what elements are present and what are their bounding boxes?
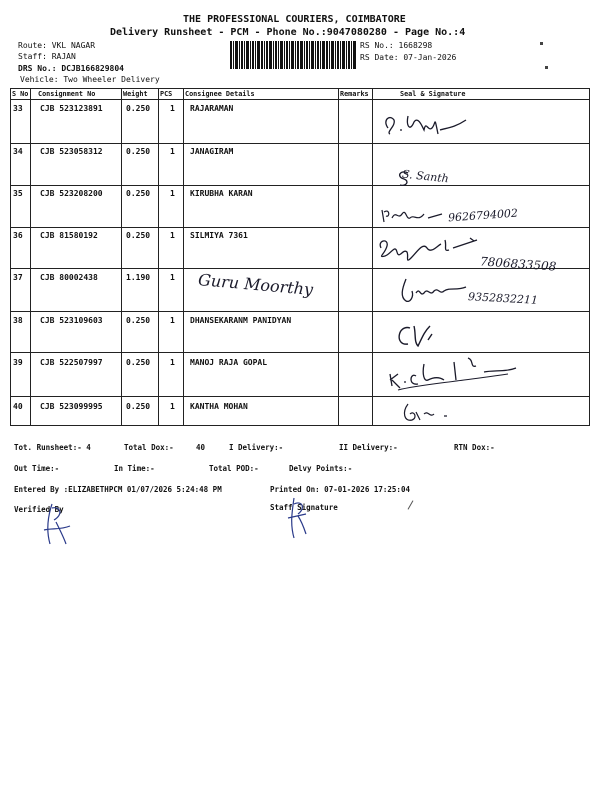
- i-delivery: I Delivery:-: [229, 443, 284, 452]
- runsheet-subtitle: Delivery Runsheet - PCM - Phone No.:9047080280 - Page No.:4: [110, 27, 466, 38]
- row-pcs: 1: [170, 358, 175, 367]
- row-weight: 0.250: [126, 402, 151, 411]
- vehicle-label: Vehicle: Two Wheeler Delivery: [20, 75, 160, 84]
- total-dox-label: Total Dox:-: [124, 443, 174, 452]
- phone-row37: 9352832211: [467, 290, 539, 307]
- row-consignment: CJB 80002438: [40, 273, 98, 282]
- route-label: Route: VKL NAGAR: [18, 41, 96, 50]
- drs-number: DRS No.: DCJB166829804: [18, 64, 124, 73]
- row-consignment: CJB 523208200: [40, 189, 103, 198]
- row-sno: 38: [13, 316, 23, 325]
- barcode: [230, 41, 356, 69]
- signature-row34-text: S. Santh: [401, 167, 450, 186]
- col-consignee: Consignee Details: [185, 90, 255, 98]
- col-remarks: Remarks: [340, 90, 369, 98]
- row-weight: 0.250: [126, 358, 151, 367]
- phone-row35: 9626794002: [447, 206, 519, 225]
- row-pcs: 1: [170, 231, 175, 240]
- in-time: In Time:-: [114, 464, 155, 473]
- rs-date: RS Date: 07-Jan-2026: [360, 53, 457, 62]
- total-pod: Total POD:-: [209, 464, 259, 473]
- row-consignment: CJB 523123891: [40, 104, 103, 113]
- row-weight: 0.250: [126, 231, 151, 240]
- printed-on: Printed On: 07-01-2026 17:25:04: [270, 485, 410, 494]
- staff-signature: [284, 494, 314, 542]
- row-sno: 37: [13, 273, 23, 282]
- delvy-points: Delvy Points:-: [289, 464, 353, 473]
- verified-by-signature: [38, 500, 78, 548]
- staff-label: Staff: RAJAN: [18, 52, 76, 61]
- entered-by: Entered By :ELIZABETHPCM 01/07/2026 5:24:48 PM: [14, 485, 222, 494]
- row-sno: 35: [13, 189, 23, 198]
- signature-row37: [396, 275, 476, 309]
- row-weight: 0.250: [126, 147, 151, 156]
- col-weight: Weight: [123, 90, 148, 98]
- row-weight: 1.190: [126, 273, 151, 282]
- row-pcs: 1: [170, 104, 175, 113]
- row-consignment: CJB 523099995: [40, 402, 103, 411]
- row-weight: 0.250: [126, 104, 151, 113]
- verified-by: Verified By: [14, 505, 64, 514]
- col-sno: S No: [12, 90, 29, 98]
- rs-number: RS No.: 1668298: [360, 41, 433, 50]
- signature-row40: [398, 400, 468, 426]
- row-consignment: CJB 523058312: [40, 147, 103, 156]
- tot-runsheet: Tot. Runsheet:- 4: [14, 443, 91, 452]
- col-pcs: PCS: [160, 90, 173, 98]
- row-pcs: 1: [170, 273, 175, 282]
- phone-row36: 7806833508: [479, 254, 557, 274]
- staff-signature-label: Staff Signature: [270, 503, 338, 512]
- out-time: Out Time:-: [14, 464, 60, 473]
- row-sno: 33: [13, 104, 23, 113]
- total-dox-value: 40: [196, 443, 206, 452]
- row-consignee: KANTHA MOHAN: [190, 402, 248, 411]
- row-weight: 0.250: [126, 189, 151, 198]
- signature-row38: [392, 318, 452, 352]
- col-consignment: Consignment No: [38, 90, 96, 98]
- row-weight: 0.250: [126, 316, 151, 325]
- signature-row36: [375, 234, 485, 268]
- row-sno: 36: [13, 231, 23, 240]
- rtn-dox: RTN Dox:-: [454, 443, 495, 452]
- ii-delivery: II Delivery:-: [339, 443, 398, 452]
- row-consignment: CJB 522507997: [40, 358, 103, 367]
- row-sno: 39: [13, 358, 23, 367]
- row-consignee: JANAGIRAM: [190, 147, 234, 156]
- scan-mark: [540, 42, 543, 45]
- signature-row33: [380, 108, 470, 140]
- scan-mark: [545, 66, 548, 69]
- col-seal-signature: Seal & Signature: [400, 90, 466, 98]
- row-pcs: 1: [170, 147, 175, 156]
- row-sno: 34: [13, 147, 23, 156]
- row-consignee: DHANSEKARANM PANIDYAN: [190, 316, 292, 325]
- company-title: THE PROFESSIONAL COURIERS, COIMBATORE: [183, 14, 406, 25]
- stray-mark: [408, 500, 414, 509]
- signature-row35: [378, 204, 448, 226]
- row-consignment: CJB 81580192: [40, 231, 98, 240]
- signature-row39: [384, 352, 524, 394]
- row-consignee: RAJARAMAN: [190, 104, 234, 113]
- row-pcs: 1: [170, 316, 175, 325]
- row-sno: 40: [13, 402, 23, 411]
- row-consignee: SILMIYA 7361: [190, 231, 248, 240]
- row-pcs: 1: [170, 189, 175, 198]
- row-consignee: KIRUBHA KARAN: [190, 189, 253, 198]
- consignee-row37-handwritten: Guru Moorthy: [197, 270, 314, 299]
- row-consignee: MANOJ RAJA GOPAL: [190, 358, 268, 367]
- row-consignment: CJB 523109603: [40, 316, 103, 325]
- row-pcs: 1: [170, 402, 175, 411]
